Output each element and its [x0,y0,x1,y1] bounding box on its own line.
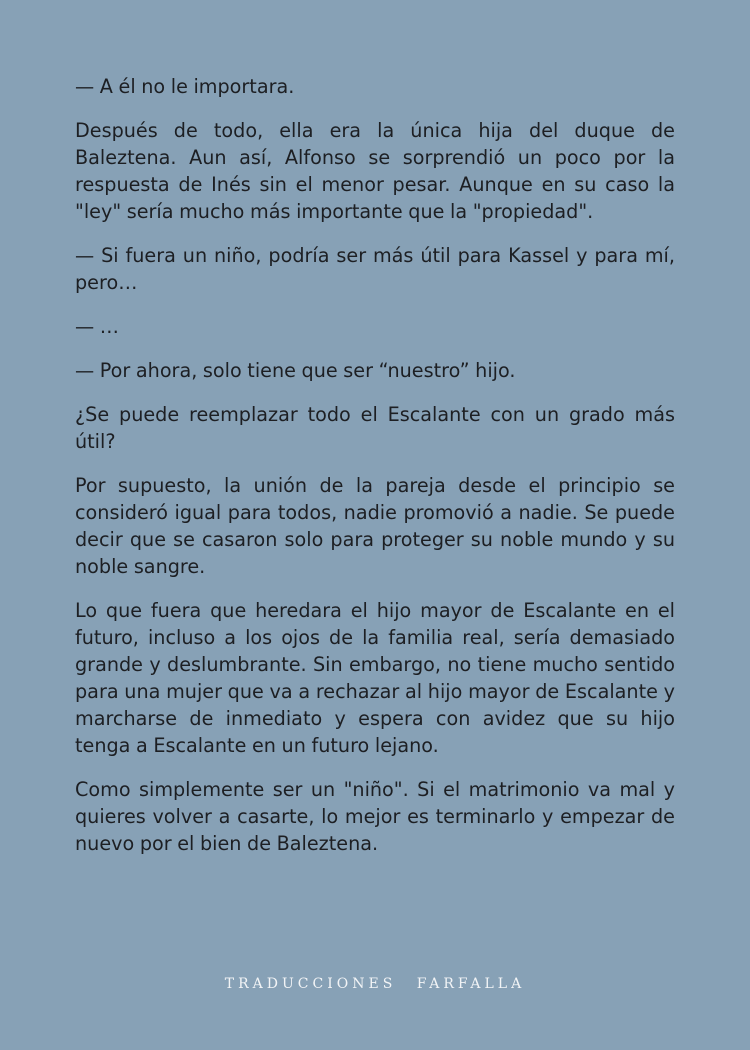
paragraph-narration-2: Por supuesto, la unión de la pareja desde el principio se consideró igual para todos, nadie promovió a nadie. Se puede decir que se casaron solo para proteger su noble mundo y su noble sangre. [75,474,675,578]
paragraph-narration-1: Después de todo, ella era la única hija del duque de Baleztena. Aun así, Alfonso se sorprendió un poco por la respuesta de Inés sin el menor pesar. Aunque en su caso la "ley" sería mucho más importante que la "propiedad". [75,119,675,223]
paragraph-dialogue-3: — … [75,315,119,338]
paragraph-narration-3: Lo que fuera que heredara el hijo mayor de Escalante en el futuro, incluso a los ojos de la familia real, sería demasiado grande y deslumbrante. Sin embargo, no tiene mucho sentido para una mujer que va a rechazar al hijo mayor de Escalante y marcharse de inmediato y espera con avidez que su hijo tenga a Escalante en un futuro lejano. [75,599,675,757]
paragraph-narration-4: Como simplemente ser un "niño". Si el matrimonio va mal y quieres volver a casarte, lo mejor es terminarlo y empezar de nuevo por el bien de Baleztena. [75,778,675,855]
paragraph-question: ¿Se puede reemplazar todo el Escalante con un grado más útil? [75,403,675,453]
paragraph-dialogue-1: — A él no le importara. [75,75,295,98]
paragraph-dialogue-2: — Si fuera un niño, podría ser más útil para Kassel y para mí, pero… [75,244,675,294]
document-body [75,73,675,874]
paragraph-dialogue-4: — Por ahora, solo tiene que ser “nuestro” hijo. [75,359,516,382]
page-footer-credit: TRADUCCIONES FARFALLA [224,976,526,992]
